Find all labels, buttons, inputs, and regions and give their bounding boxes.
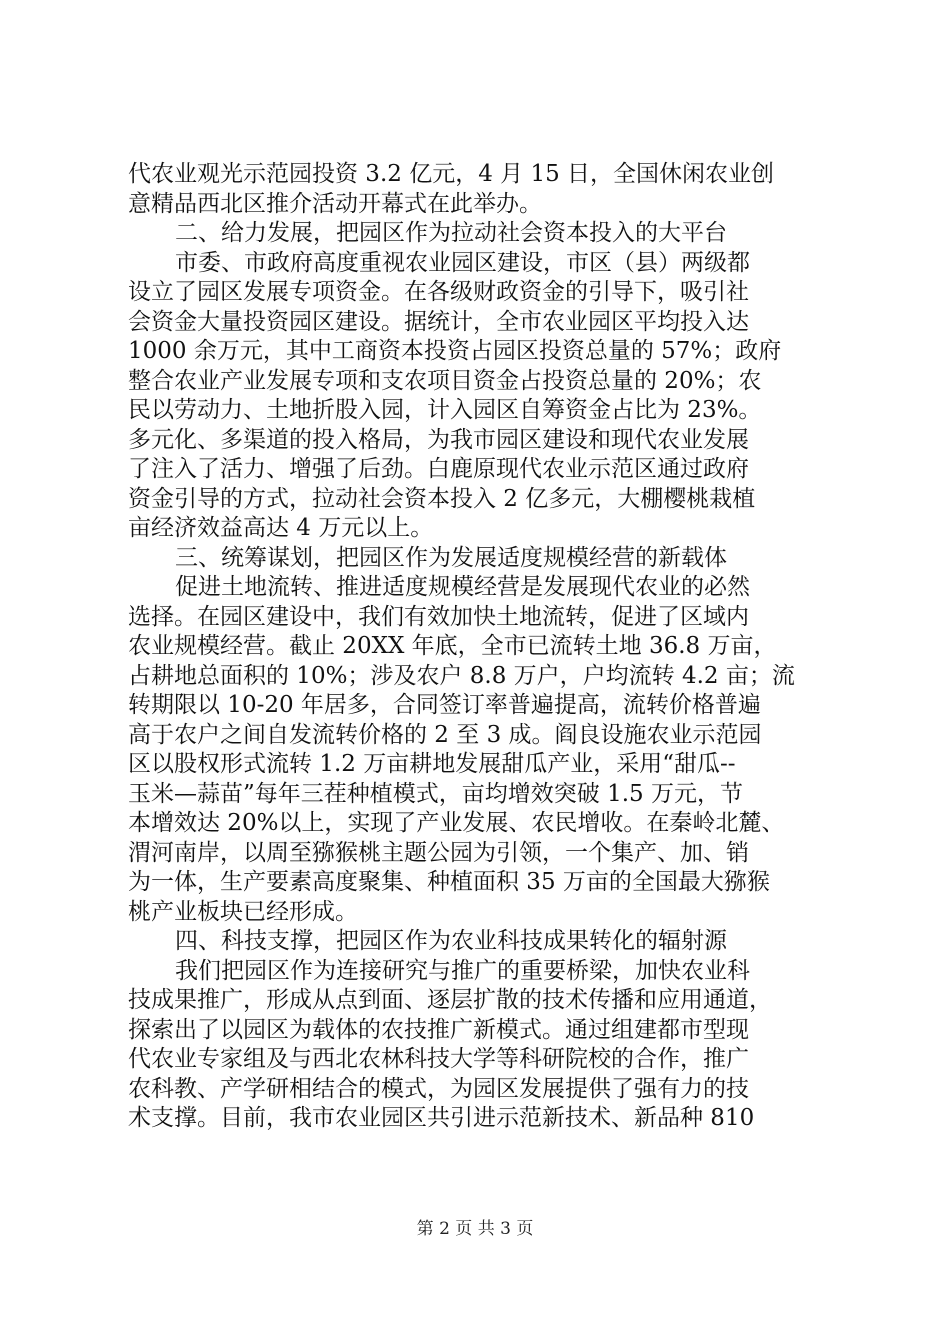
section-heading: 三、统筹谋划，把园区作为发展适度规模经营的新载体	[175, 544, 727, 571]
text-line: 会资金大量投资园区建设。据统计，全市农业园区平均投入达	[128, 308, 749, 335]
text-line: 探索出了以园区为载体的农技推广新模式。通过组建都市型现	[128, 1016, 749, 1043]
text-line: 区以股权形式流转 1.2 万亩耕地发展甜瓜产业，采用“甜瓜--	[128, 751, 736, 777]
text-line: 渭河南岸，以周至猕猴桃主题公园为引领，一个集产、加、销	[128, 839, 749, 866]
text-line: 为一体，生产要素高度聚集、种植面积 35 万亩的全国最大猕猴	[128, 869, 770, 895]
text-line: 意精品西北区推介活动开幕式在此举办。	[128, 190, 542, 217]
text-line: 选择。在园区建设中，我们有效加快土地流转，促进了区域内	[128, 603, 749, 630]
text-line: 本增效达 20%以上，实现了产业发展、农民增收。在秦岭北麓、	[128, 810, 785, 836]
text-line: 代农业专家组及与西北农林科技大学等科研院校的合作，推广	[128, 1046, 749, 1072]
text-line: 转期限以 10-20 年居多，合同签订率普遍提高，流转价格普遍	[128, 692, 761, 718]
text-line: 技成果推广，形成从点到面、逐层扩散的技术传播和应用通道，	[128, 987, 772, 1013]
text-line: 市委、市政府高度重视农业园区建设，市区（县）两级都	[175, 249, 750, 276]
text-line: 玉米—蒜苗”每年三茬种植模式，亩均增效突破 1.5 万元，节	[128, 780, 743, 807]
text-line: 占耕地总面积的 10%；涉及农户 8.8 万户，户均流转 4.2 亩；流	[128, 662, 795, 689]
text-line: 亩经济效益高达 4 万元以上。	[128, 515, 434, 541]
text-line: 设立了园区发展专项资金。在各级财政资金的引导下，吸引社	[128, 279, 749, 305]
section-heading: 四、科技支撑，把园区作为农业科技成果转化的辐射源	[175, 928, 727, 954]
text-line: 高于农户之间自发流转价格的 2 至 3 成。阎良设施农业示范园	[128, 721, 762, 748]
text-line: 多元化、多渠道的投入格局，为我市园区建设和现代农业发展	[128, 426, 749, 453]
document-body	[128, 160, 828, 1134]
text-line: 农科教、产学研相结合的模式，为园区发展提供了强有力的技	[128, 1075, 749, 1102]
section-heading: 二、给力发展，把园区作为拉动社会资本投入的大平台	[175, 220, 727, 246]
text-line: 民以劳动力、土地折股入园，计入园区自筹资金占比为 23%。	[128, 397, 762, 423]
text-line: 了注入了活力、增强了后劲。白鹿原现代农业示范区通过政府	[128, 456, 749, 482]
text-line: 1000 余万元，其中工商资本投资占园区投资总量的 57%；政府	[128, 338, 782, 364]
text-line: 桃产业板块已经形成。	[128, 898, 358, 925]
page-number-footer: 第 2 页 共 3 页	[416, 1219, 534, 1239]
text-line: 术支撑。目前，我市农业园区共引进示范新技术、新品种 810	[128, 1105, 755, 1131]
text-line: 整合农业产业发展专项和支农项目资金占投资总量的 20%；农	[128, 367, 762, 394]
text-line: 农业规模经营。截止 20XX 年底，全市已流转土地 36.8 万亩，	[128, 633, 777, 659]
text-line: 代农业观光示范园投资 3.2 亿元，4 月 15 日，全国休闲农业创	[128, 161, 775, 187]
text-line: 我们把园区作为连接研究与推广的重要桥梁，加快农业科	[175, 957, 750, 984]
text-line: 促进土地流转、推进适度规模经营是发展现代农业的必然	[175, 574, 750, 600]
text-line: 资金引导的方式，拉动社会资本投入 2 亿多元，大棚樱桃栽植	[128, 485, 756, 512]
